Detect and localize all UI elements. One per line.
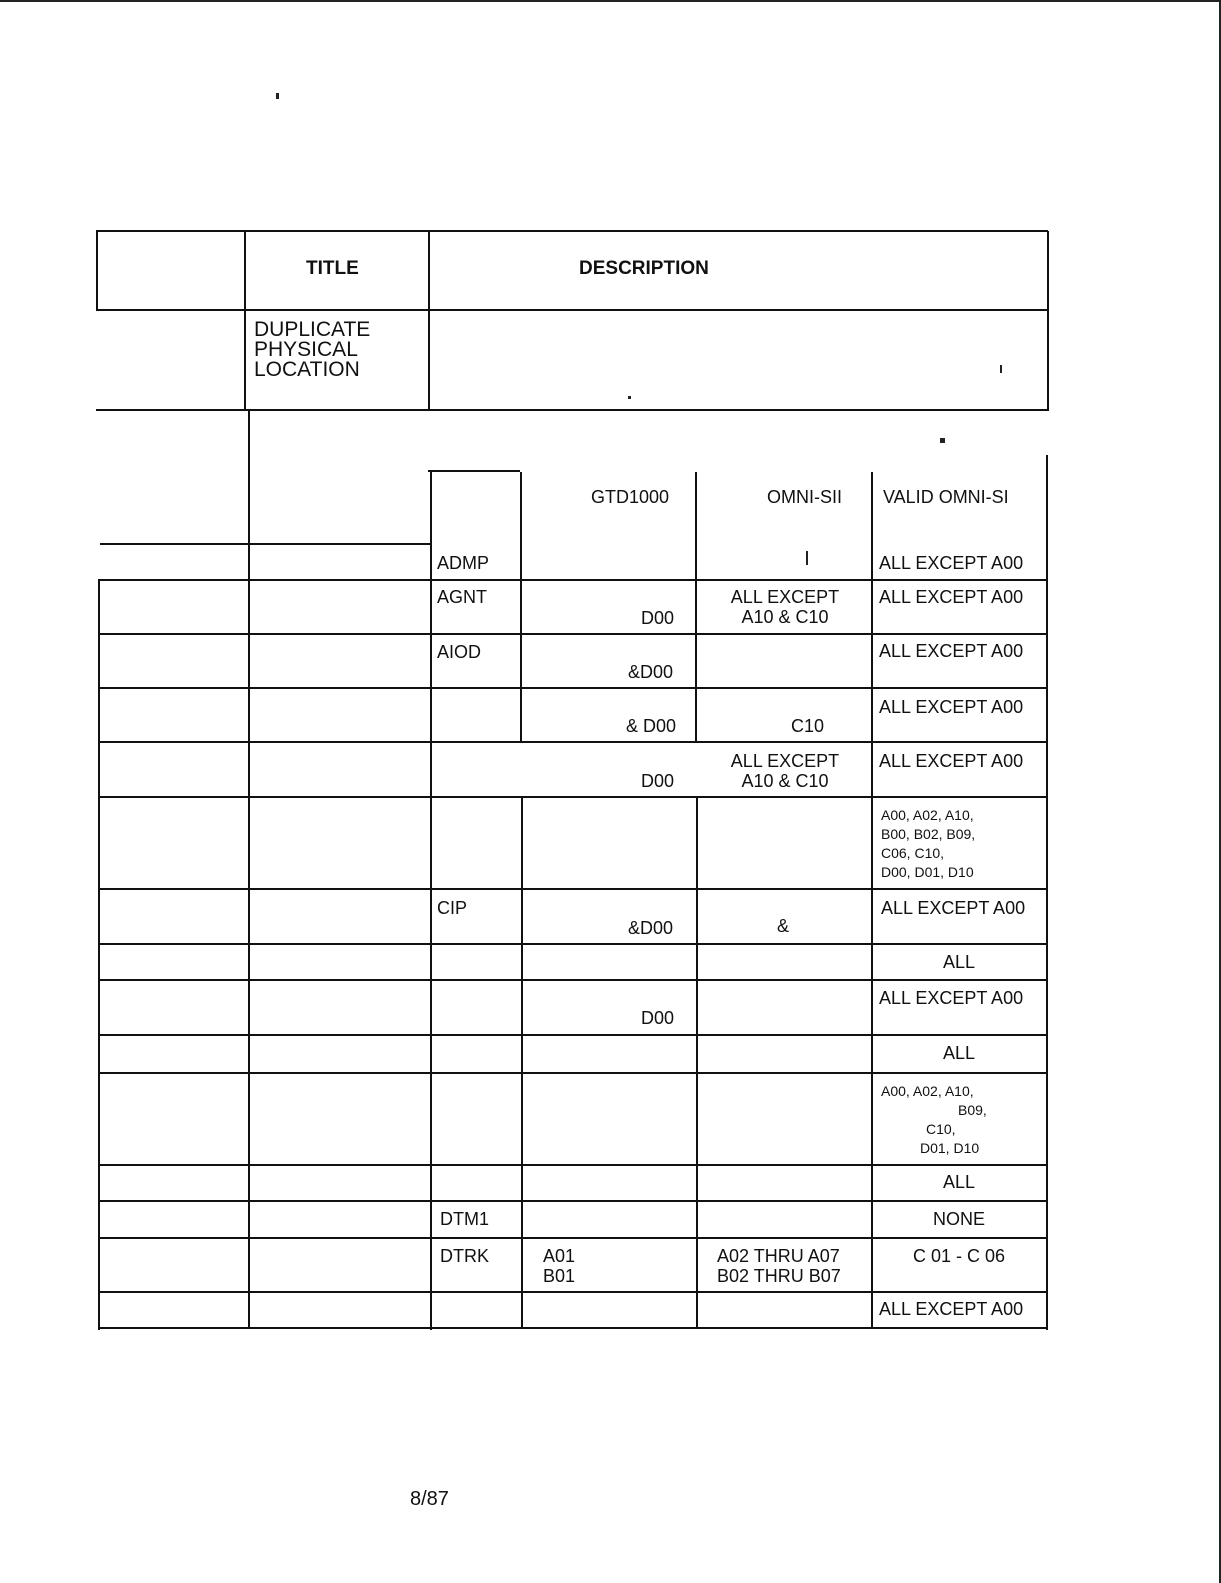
row-gtd: &D00 [628,662,674,682]
grid-line [96,231,98,311]
row-omni: ALL EXCEPT A10 & C10 [730,751,840,791]
row-valid: ALL [942,1043,976,1063]
grid-line [98,1200,1048,1202]
row-valid: ALL [942,952,976,972]
row-gtd: A01 B01 [543,1246,576,1286]
grid-line [98,979,1048,981]
grid-line [98,1237,1048,1239]
row-gtd: D00 [641,771,675,791]
row-gtd: & D00 [626,716,677,736]
row-valid: ALL EXCEPT A00 [879,988,1024,1008]
row-code: AGNT [437,587,488,607]
row-valid-line: C10, [926,1121,956,1137]
row-valid-line: D01, D10 [920,1140,980,1156]
gtd1000-header: GTD1000 [591,487,670,507]
row-valid: ALL EXCEPT A00 [879,1299,1024,1319]
grid-line [98,796,1048,798]
scan-speck [940,438,945,443]
grid-line [98,1072,1048,1074]
row-omni: A02 THRU A07 B02 THRU B07 [717,1246,841,1286]
row-valid: ALL EXCEPT A00 [879,641,1024,661]
row-gtd: D00 [641,1008,675,1028]
row-valid: ALL EXCEPT A00 [879,697,1024,717]
grid-line [98,580,100,1330]
grid-line [98,633,1048,635]
row-valid: C 01 - C 06 [912,1246,1006,1266]
row-gtd: &D00 [628,918,674,938]
row-valid: ALL EXCEPT A00 [879,587,1024,607]
grid-line [1047,231,1049,411]
row-code: AIOD [437,642,482,662]
grid-line [428,231,430,411]
grid-line [244,231,246,411]
grid-line [98,888,1048,890]
row-valid: ALL EXCEPT A00 [881,898,1026,918]
grid-line [248,411,250,1329]
omni-sii-header: OMNI-SII [767,487,842,507]
row-valid: A00, A02, A10, B00, B02, B09, C06, C10, D00, D01, D10 [881,807,976,880]
grid-line [98,687,1048,689]
grid-line [98,1291,1048,1293]
grid-line [428,470,520,472]
description-header: DESCRIPTION [579,258,709,279]
row-omni: & [777,916,790,936]
grid-line [98,1164,1048,1166]
row-valid: ALL [942,1172,976,1192]
grid-line [98,943,1048,945]
entry-title: DUPLICATE PHYSICAL LOCATION [254,318,371,381]
grid-line [520,472,522,742]
grid-line [98,1327,1048,1329]
scan-speck [628,396,631,399]
row-code: DTM1 [440,1209,489,1229]
grid-line [100,543,430,545]
grid-line [696,797,698,1329]
row-omni: ALL EXCEPT A10 & C10 [730,587,840,627]
grid-line [521,797,523,1329]
grid-line [695,472,697,742]
grid-line [98,579,1048,581]
row-valid: NONE [932,1209,985,1229]
row-code: ADMP [437,553,490,573]
page-footer-date: 8/87 [410,1488,449,1510]
row-gtd: D00 [641,608,675,628]
row-valid-line: A00, A02, A10, [881,1083,974,1099]
title-header: TITLE [306,258,359,279]
row-valid: ALL EXCEPT A00 [879,751,1024,771]
grid-line [98,741,1048,743]
grid-line [96,230,1048,232]
row-valid: ALL EXCEPT A00 [879,553,1024,573]
scan-speck [276,93,279,99]
row-omni: C10 [791,716,825,736]
valid-omni-si-header: VALID OMNI-SI [883,487,1009,507]
grid-line [1046,455,1048,1330]
row-valid-line: B09, [958,1102,987,1118]
row-code: CIP [437,898,468,918]
grid-line [96,309,1048,311]
grid-line [96,409,1048,411]
grid-line [98,1034,1048,1036]
scan-speck [806,551,808,565]
row-code: DTRK [440,1246,489,1266]
page-top-border [0,0,1219,2]
scan-speck [1000,365,1002,373]
